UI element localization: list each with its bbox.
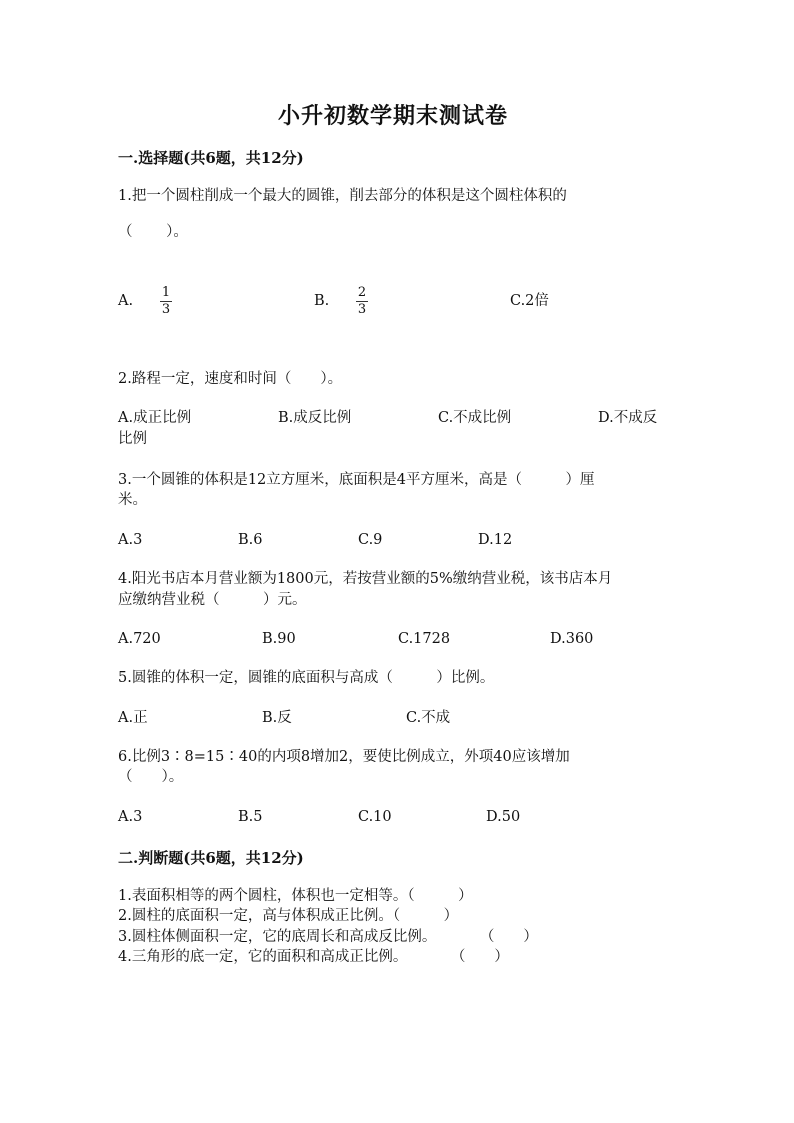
question-3-stem-line1: 3.一个圆锥的体积是12立方厘米，底面积是4平方厘米，高是（ ）厘 <box>118 472 595 488</box>
question-6-option-d: D.50 <box>486 809 521 825</box>
question-3-option-d: D.12 <box>478 532 513 548</box>
fraction-numerator: 2 <box>357 285 367 300</box>
fraction-numerator: 1 <box>161 285 171 300</box>
question-5-option-c: C.不成 <box>406 710 451 726</box>
question-4-option-a: A.720 <box>118 631 161 647</box>
fraction-denominator: 3 <box>357 302 367 317</box>
question-6-option-b: B.5 <box>238 809 263 825</box>
question-4-stem-line1: 4.阳光书店本月营业额为1800元，若按营业额的5%缴纳营业税，该书店本月 <box>118 571 613 587</box>
question-4-option-b: B.90 <box>262 631 296 647</box>
question-6-option-c: C.10 <box>358 809 392 825</box>
judgment-item-3: 3.圆柱体侧面积一定，它的底周长和高成反比例。 （ ） <box>118 929 538 945</box>
question-4-option-c: C.1728 <box>398 631 451 647</box>
question-4-option-d: D.360 <box>550 631 594 647</box>
question-1-option-c: C.2倍 <box>510 293 549 309</box>
question-1-stem-line1: 1.把一个圆柱削成一个最大的圆锥，削去部分的体积是这个圆柱体积的 <box>118 188 567 204</box>
question-3-stem-line2: 米。 <box>118 492 147 508</box>
question-3-option-a: A.3 <box>118 532 143 548</box>
question-2-option-c: C.不成比例 <box>438 410 512 426</box>
question-2-option-b: B.成反比例 <box>278 410 352 426</box>
question-5-option-b: B.反 <box>262 710 292 726</box>
question-5-option-a: A.正 <box>118 710 148 726</box>
question-1-option-a-label: A. <box>118 293 134 309</box>
question-2-option-d-line2: 比例 <box>118 431 147 447</box>
question-1-option-a-fraction <box>159 285 173 318</box>
question-6-option-a: A.3 <box>118 809 143 825</box>
question-2-option-a: A.成正比例 <box>118 410 192 426</box>
section-2-heading: 二.判断题(共6题，共12分) <box>118 849 304 867</box>
question-2-option-d-line1: D.不成反 <box>598 410 658 426</box>
question-2-stem: 2.路程一定，速度和时间（ ）。 <box>118 371 343 387</box>
judgment-item-2: 2.圆柱的底面积一定，高与体积成正比例。（ ） <box>118 908 459 924</box>
judgment-item-1: 1.表面积相等的两个圆柱，体积也一定相等。（ ） <box>118 888 473 904</box>
question-3-option-c: C.9 <box>358 532 383 548</box>
fraction-denominator: 3 <box>161 302 171 317</box>
question-4-stem-line2: 应缴纳营业税（ ）元。 <box>118 592 307 608</box>
question-6-stem-line2: （ ）。 <box>118 769 184 785</box>
page-title: 小升初数学期末测试卷 <box>278 103 509 129</box>
question-1-stem-line2: （ ）。 <box>118 224 188 240</box>
question-1-option-b-fraction <box>355 285 369 318</box>
question-1-option-b-label: B. <box>314 293 330 309</box>
judgment-item-4: 4.三角形的底一定，它的面积和高成正比例。 （ ） <box>118 949 509 965</box>
section-1-heading: 一.选择题(共6题，共12分) <box>118 149 304 167</box>
question-3-option-b: B.6 <box>238 532 263 548</box>
question-5-stem: 5.圆锥的体积一定，圆锥的底面积与高成（ ）比例。 <box>118 670 495 686</box>
question-6-stem-line1: 6.比例3∶8=15∶40的内项8增加2，要使比例成立，外项40应该增加 <box>118 749 570 765</box>
